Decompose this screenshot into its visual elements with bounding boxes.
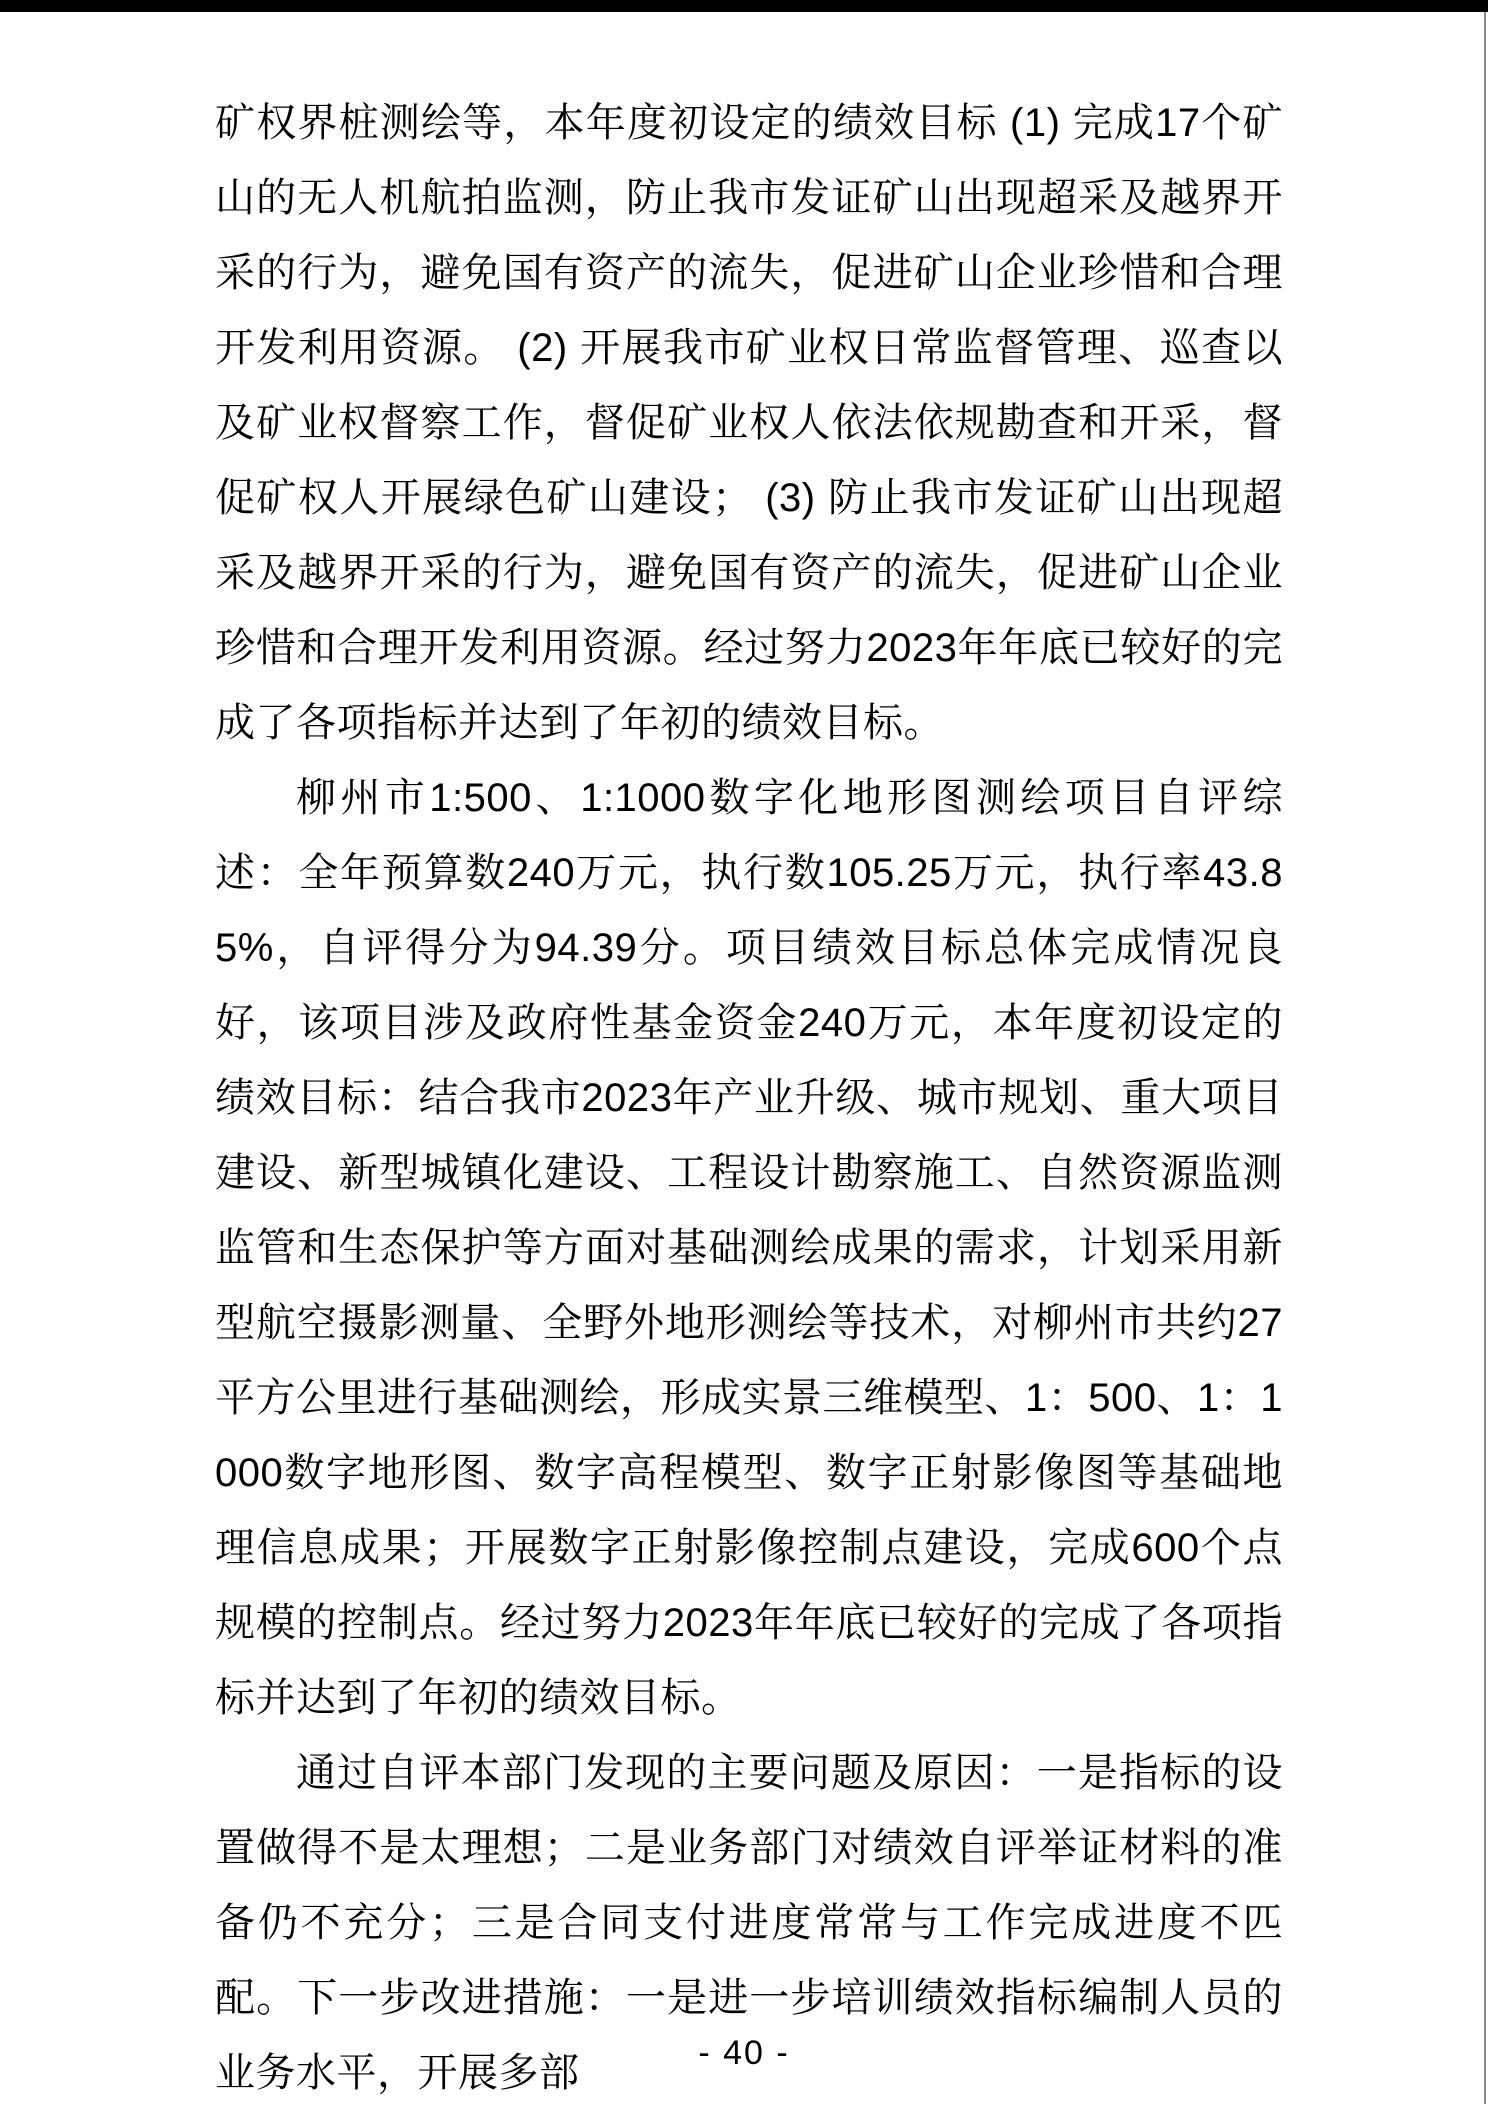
paragraph-mine-rights-performance-goals: 矿权界桩测绘等，本年度初设定的绩效目标 (1) 完成17个矿山的无人机航拍监测，防止我市发证矿山出现超采及越界开采的行为，避免国有资产的流失，促进矿山企业珍惜和合理开发利用资源。 (2) 开展我市矿业权日常监督管理、巡查以及矿业权督察工作，督促矿业权人依法依规勘查和开采，督促矿权人开展绿色矿山建设； (3) 防止我市发证矿山出现超采及越界开采的行为，避免国有资产的流失，促进矿山企业珍惜和合理开发利用资源。经过努力2023年年底已较好的完成了各项指标并达到了年初的绩效目标。 xyxy=(215,101,1283,745)
paragraph-liuzhou-topographic-mapping-self-evaluation: 柳州市1:500、1:1000数字化地形图测绘项目自评综述：全年预算数240万元，执行数105.25万元，执行率43.85%，自评得分为94.39分。项目绩效目标总体完成情况良好，该项目涉及政府性基金资金240万元，本年度初设定的绩效目标：结合我市2023年产业升级、城市规划、重大项目建设、新型城镇化建设、工程设计勘察施工、自然资源监测监管和生态保护等方面对基础测绘成果的需求，计划采用新型航空摄影测量、全野外地形测绘等技术，对柳州市共约27平方公里进行基础测绘，形成实景三维模型、1：500、1：1000数字地形图、数字高程模型、数字正射影像图等基础地理信息成果；开展数字正射影像控制点建设，完成600个点规模的控制点。经过努力2023年年底已较好的完成了各项指标并达到了年初的绩效目标。 xyxy=(215,776,1283,1720)
page-number: - 40 - xyxy=(698,2034,790,2072)
scan-artifact-top-bar xyxy=(0,0,1488,12)
scan-artifact-right-edge-line xyxy=(1484,12,1486,2104)
paragraph-self-evaluation-problems-and-improvements: 通过自评本部门发现的主要问题及原因：一是指标的设置做得不是太理想；二是业务部门对绩效自评举证材料的准备仍不充分；三是合同支付进度常常与工作完成进度不匹配。下一步改进措施：一是进一步培训绩效指标编制人员的业务水平，开展多部 xyxy=(215,1751,1283,2095)
page-body-text xyxy=(215,86,1283,2104)
